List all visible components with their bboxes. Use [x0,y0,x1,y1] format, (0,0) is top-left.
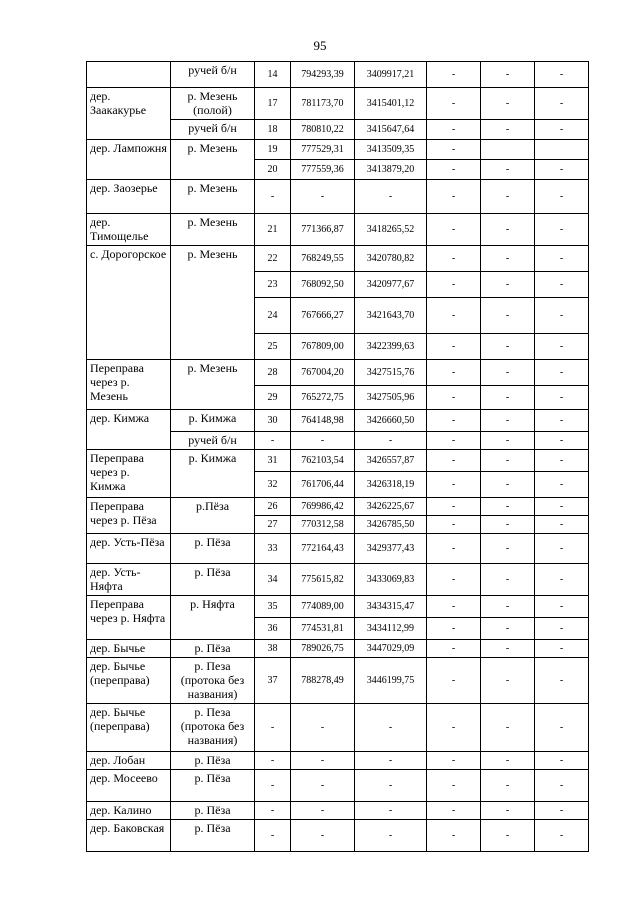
coord-x-cell: 767809,00 [291,334,355,360]
col8-cell: - [535,534,589,564]
point-number-cell: 24 [255,298,291,334]
coord-y-cell: 3415401,12 [355,88,427,120]
settlement-cell: с. Дорогорское [87,246,171,360]
table-row [87,564,589,596]
settlement-cell: дер. Тимощелье [87,214,171,246]
col8-cell: - [535,704,589,752]
col6-cell: - [427,160,481,180]
coord-y-cell: 3413879,20 [355,160,427,180]
water-body-cell: р. Пёза [171,802,255,820]
point-number-cell: - [255,704,291,752]
point-number-cell: 17 [255,88,291,120]
coord-y-cell: 3427515,76 [355,360,427,386]
coord-x-cell: 777529,31 [291,140,355,160]
col8-cell: - [535,498,589,516]
table-row [87,450,589,472]
coord-x-cell: - [291,432,355,450]
coord-x-cell: 777559,36 [291,160,355,180]
col6-cell: - [427,272,481,298]
point-number-cell: 36 [255,618,291,640]
settlement-cell: дер. Заозерье [87,180,171,214]
col8-cell: - [535,516,589,534]
col8-cell: - [535,88,589,120]
col7-cell: - [481,88,535,120]
col8-cell: - [535,618,589,640]
coord-x-cell: 774089,00 [291,596,355,618]
table-row [87,802,589,820]
col7-cell: - [481,752,535,770]
col6-cell: - [427,88,481,120]
coord-x-cell: 780810,22 [291,120,355,140]
settlement-cell: Переправа через р. Мезень [87,360,171,410]
col8-cell: - [535,214,589,246]
coord-y-cell: - [355,180,427,214]
col8-cell: - [535,596,589,618]
table-row [87,704,589,752]
col8-cell: - [535,752,589,770]
point-number-cell: 29 [255,386,291,410]
col8-cell: - [535,360,589,386]
coord-x-cell: - [291,180,355,214]
col6-cell: - [427,140,481,160]
point-number-cell: - [255,820,291,852]
col6-cell: - [427,410,481,432]
col8-cell: - [535,410,589,432]
point-number-cell: 21 [255,214,291,246]
coord-y-cell: 3415647,64 [355,120,427,140]
col6-cell: - [427,246,481,272]
col8-cell: - [535,62,589,88]
coord-y-cell: - [355,704,427,752]
col7-cell: - [481,272,535,298]
coord-y-cell: - [355,432,427,450]
col8-cell: - [535,472,589,498]
table-row [87,770,589,802]
settlement-cell: дер. Бычье (переправа) [87,704,171,752]
table-row [87,246,589,272]
table-row [87,752,589,770]
settlement-cell: Переправа через р. Кимжа [87,450,171,498]
table-row [87,658,589,704]
col8-cell: - [535,658,589,704]
col8-cell: - [535,386,589,410]
coord-x-cell: 770312,58 [291,516,355,534]
coord-y-cell: 3422399,63 [355,334,427,360]
table-row [87,534,589,564]
col6-cell: - [427,516,481,534]
col7-cell: - [481,432,535,450]
col7-cell: - [481,386,535,410]
col8-cell: - [535,160,589,180]
point-number-cell: 37 [255,658,291,704]
point-number-cell: 25 [255,334,291,360]
water-body-cell: р. Пеза (протока без названия) [171,658,255,704]
col7-cell [481,140,535,160]
point-number-cell: 35 [255,596,291,618]
settlement-cell: дер. Баковская [87,820,171,852]
col6-cell: - [427,704,481,752]
col8-cell: - [535,770,589,802]
coord-y-cell: 3420780,82 [355,246,427,272]
col7-cell: - [481,820,535,852]
settlement-cell: дер. Бычье (переправа) [87,658,171,704]
settlement-cell: дер. Лампожня [87,140,171,180]
col7-cell: - [481,334,535,360]
coord-x-cell: 769986,42 [291,498,355,516]
water-body-cell: р. Мезень [171,140,255,180]
coord-x-cell: 775615,82 [291,564,355,596]
point-number-cell: - [255,432,291,450]
coord-y-cell: 3426557,87 [355,450,427,472]
col8-cell: - [535,298,589,334]
point-number-cell: 30 [255,410,291,432]
coord-x-cell: 794293,39 [291,62,355,88]
water-body-cell: р. Мезень [171,360,255,410]
col7-cell: - [481,704,535,752]
col7-cell: - [481,534,535,564]
coord-y-cell: 3427505,96 [355,386,427,410]
coord-x-cell: 788278,49 [291,658,355,704]
coord-y-cell: 3426785,50 [355,516,427,534]
coord-x-cell: - [291,752,355,770]
coord-x-cell: 762103,54 [291,450,355,472]
point-number-cell: 19 [255,140,291,160]
point-number-cell: 26 [255,498,291,516]
coord-y-cell: 3434315,47 [355,596,427,618]
water-body-cell: р. Мезень [171,180,255,214]
col6-cell: - [427,770,481,802]
coord-y-cell: - [355,770,427,802]
point-number-cell: - [255,752,291,770]
water-body-cell: р. Кимжа [171,450,255,498]
col6-cell: - [427,62,481,88]
table-row [87,140,589,160]
table-row [87,360,589,386]
coord-x-cell: 774531,81 [291,618,355,640]
coord-y-cell: 3420977,67 [355,272,427,298]
water-body-cell: р. Пёза [171,752,255,770]
water-body-cell: р.Пёза [171,498,255,534]
settlement-cell [87,62,171,88]
point-number-cell: 38 [255,640,291,658]
col7-cell: - [481,214,535,246]
point-number-cell: - [255,802,291,820]
settlement-cell: Переправа через р. Пёза [87,498,171,534]
coord-x-cell: - [291,704,355,752]
point-number-cell: 14 [255,62,291,88]
coord-x-cell: 771366,87 [291,214,355,246]
coord-y-cell: - [355,802,427,820]
point-number-cell: 32 [255,472,291,498]
col6-cell: - [427,596,481,618]
col7-cell: - [481,450,535,472]
col7-cell: - [481,472,535,498]
col7-cell: - [481,564,535,596]
col6-cell: - [427,180,481,214]
col8-cell: - [535,180,589,214]
table-row [87,62,589,88]
point-number-cell: 33 [255,534,291,564]
point-number-cell: 18 [255,120,291,140]
water-body-cell: ручей б/н [171,432,255,450]
settlement-cell: Переправа через р. Няфта [87,596,171,640]
col8-cell: - [535,120,589,140]
table-row [87,820,589,852]
col7-cell: - [481,618,535,640]
coord-x-cell: 772164,43 [291,534,355,564]
table-row [87,640,589,658]
col6-cell: - [427,334,481,360]
col6-cell: - [427,802,481,820]
coord-y-cell: 3413509,35 [355,140,427,160]
col7-cell: - [481,246,535,272]
col7-cell: - [481,180,535,214]
coord-y-cell: 3446199,75 [355,658,427,704]
col8-cell: - [535,450,589,472]
settlement-cell: дер. Мосеево [87,770,171,802]
col7-cell: - [481,658,535,704]
col6-cell: - [427,472,481,498]
water-body-cell: р. Пёза [171,820,255,852]
col7-cell: - [481,516,535,534]
settlement-cell: дер. Усть-Пёза [87,534,171,564]
col7-cell: - [481,360,535,386]
col6-cell: - [427,432,481,450]
coord-x-cell: 768092,50 [291,272,355,298]
coord-y-cell: - [355,752,427,770]
col7-cell: - [481,62,535,88]
settlement-cell: дер. Усть-Няфта [87,564,171,596]
coord-x-cell: 767004,20 [291,360,355,386]
water-body-cell: р. Кимжа [171,410,255,432]
col7-cell: - [481,410,535,432]
col6-cell: - [427,386,481,410]
coord-y-cell: 3434112,99 [355,618,427,640]
col8-cell: - [535,802,589,820]
water-body-cell: р. Няфта [171,596,255,640]
table-row [87,596,589,618]
col6-cell: - [427,214,481,246]
coord-x-cell: 768249,55 [291,246,355,272]
point-number-cell: 34 [255,564,291,596]
settlement-cell: дер. Калино [87,802,171,820]
point-number-cell: 20 [255,160,291,180]
col8-cell: - [535,640,589,658]
coord-x-cell: - [291,802,355,820]
water-objects-table [86,61,589,852]
water-body-cell: р. Мезень (полой) [171,88,255,120]
water-body-cell: ручей б/н [171,120,255,140]
col6-cell: - [427,120,481,140]
settlement-cell: дер. Бычье [87,640,171,658]
col8-cell: - [535,334,589,360]
coord-y-cell: 3421643,70 [355,298,427,334]
page-number: 95 [313,38,327,53]
coord-y-cell: 3429377,43 [355,534,427,564]
col8-cell [535,140,589,160]
col8-cell: - [535,272,589,298]
coord-y-cell: 3426225,67 [355,498,427,516]
col7-cell: - [481,802,535,820]
point-number-cell: - [255,180,291,214]
col6-cell: - [427,640,481,658]
water-body-cell: р. Мезень [171,214,255,246]
coord-y-cell: 3426318,19 [355,472,427,498]
table-row [87,88,589,120]
col7-cell: - [481,770,535,802]
water-body-cell: р. Мезень [171,246,255,360]
coord-y-cell: 3418265,52 [355,214,427,246]
coord-x-cell: 765272,75 [291,386,355,410]
coord-y-cell: 3426660,50 [355,410,427,432]
coord-x-cell: 761706,44 [291,472,355,498]
coord-x-cell: 767666,27 [291,298,355,334]
col8-cell: - [535,564,589,596]
coord-x-cell: 764148,98 [291,410,355,432]
water-body-cell: ручей б/н [171,62,255,88]
col8-cell: - [535,820,589,852]
water-body-cell: р. Пёза [171,564,255,596]
col7-cell: - [481,298,535,334]
col7-cell: - [481,640,535,658]
table-row [87,180,589,214]
coord-x-cell: 781173,70 [291,88,355,120]
point-number-cell: 23 [255,272,291,298]
col6-cell: - [427,618,481,640]
water-body-cell: р. Пёза [171,640,255,658]
coord-y-cell: 3447029,09 [355,640,427,658]
col6-cell: - [427,534,481,564]
point-number-cell: 31 [255,450,291,472]
col6-cell: - [427,498,481,516]
col6-cell: - [427,298,481,334]
coord-x-cell: 789026,75 [291,640,355,658]
point-number-cell: 22 [255,246,291,272]
point-number-cell: 28 [255,360,291,386]
table-row [87,214,589,246]
table-row [87,410,589,432]
col6-cell: - [427,658,481,704]
col8-cell: - [535,246,589,272]
water-body-cell: р. Пёза [171,770,255,802]
point-number-cell: 27 [255,516,291,534]
settlement-cell: дер. Кимжа [87,410,171,450]
col7-cell: - [481,160,535,180]
coord-y-cell: 3409917,21 [355,62,427,88]
col6-cell: - [427,820,481,852]
water-body-cell: р. Пеза (протока без названия) [171,704,255,752]
settlement-cell: дер. Лобан [87,752,171,770]
point-number-cell: - [255,770,291,802]
settlement-cell: дер. Заакакурье [87,88,171,140]
water-body-cell: р. Пёза [171,534,255,564]
col7-cell: - [481,596,535,618]
coord-y-cell: - [355,820,427,852]
col7-cell: - [481,498,535,516]
coord-y-cell: 3433069,83 [355,564,427,596]
col6-cell: - [427,450,481,472]
col6-cell: - [427,360,481,386]
coord-x-cell: - [291,770,355,802]
col6-cell: - [427,564,481,596]
table-row [87,498,589,516]
coord-x-cell: - [291,820,355,852]
col6-cell: - [427,752,481,770]
col8-cell: - [535,432,589,450]
col7-cell: - [481,120,535,140]
